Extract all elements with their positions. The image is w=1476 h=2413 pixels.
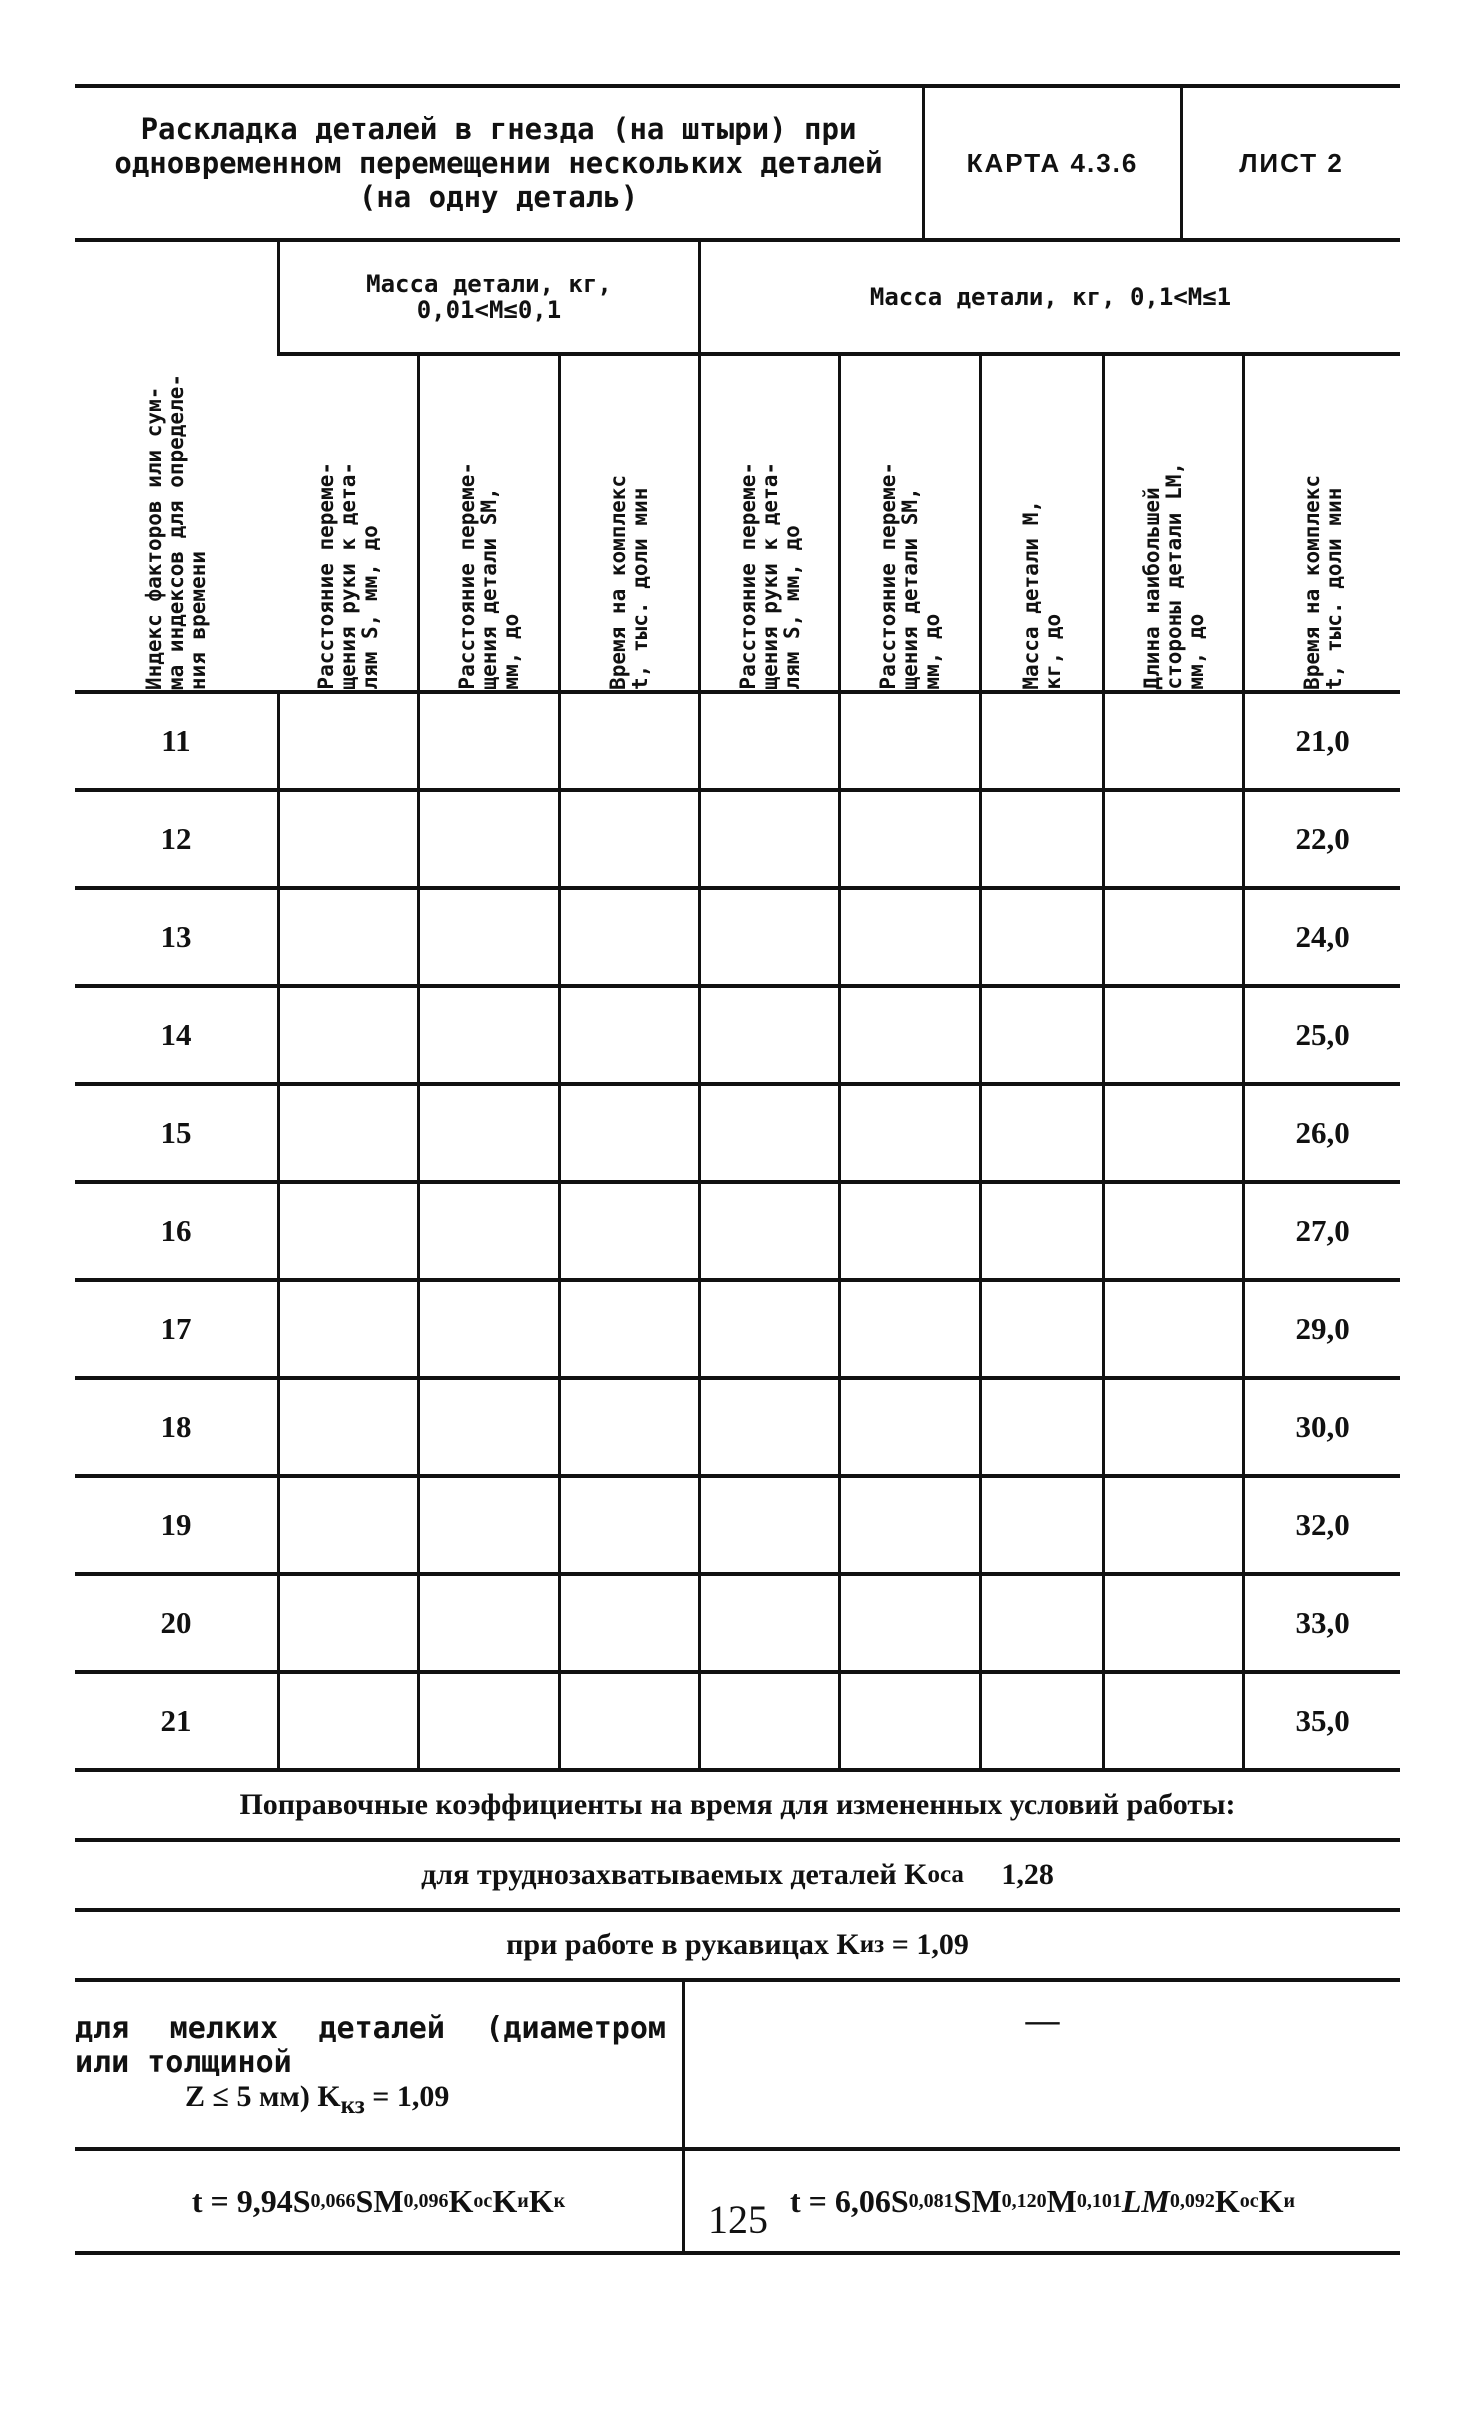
card-title: Раскладка деталей в гнезда (на штыри) при одновременном перемещении нескольких деталей (на одну деталь) [75, 88, 925, 238]
empty-cell [1103, 1574, 1243, 1672]
empty-cell [559, 888, 699, 986]
empty-cell [980, 790, 1103, 888]
hard-grip-coefficient: для труднозахватываемых деталей K оса 1,28 [75, 1842, 1400, 1912]
empty-cell [980, 692, 1103, 790]
empty-cell [278, 692, 418, 790]
empty-cell [980, 1378, 1103, 1476]
row-index: 20 [75, 1574, 278, 1672]
row-index: 17 [75, 1280, 278, 1378]
empty-cell [980, 1574, 1103, 1672]
row-time: 30,0 [1244, 1378, 1400, 1476]
table-row [75, 888, 1400, 986]
empty-cell [559, 1574, 699, 1672]
empty-cell [1103, 986, 1243, 1084]
empty-cell [840, 1084, 980, 1182]
page-number: 125 [708, 2197, 768, 2242]
sheet-number: ЛИСТ 2 [1239, 147, 1344, 178]
row-index: 11 [75, 692, 278, 790]
empty-cell [559, 1476, 699, 1574]
row-index: 12 [75, 790, 278, 888]
column-header: Расстояние переме- щения руки к дета- лям S, мм, до [278, 354, 418, 692]
empty-cell [419, 790, 559, 888]
empty-cell [559, 1084, 699, 1182]
table-row [75, 1182, 1400, 1280]
column-header: Время на комплекс t, тыс. доли мин [559, 354, 699, 692]
empty-cell [840, 888, 980, 986]
column-header: Расстояние переме- щения руки к дета- лям S, мм, до [700, 354, 840, 692]
empty-cell [700, 790, 840, 888]
row-time: 24,0 [1244, 888, 1400, 986]
empty-cell [559, 1378, 699, 1476]
corrections-title: Поправочные коэффициенты на время для измененных условий работы: [75, 1772, 1400, 1842]
index-column-header: Индекс факторов или сум- ма индексов для определе- ния времени [75, 242, 278, 692]
empty-cell [840, 1182, 980, 1280]
empty-cell [980, 1084, 1103, 1182]
empty-cell [559, 1672, 699, 1770]
row-time: 35,0 [1244, 1672, 1400, 1770]
row-time: 21,0 [1244, 692, 1400, 790]
row-index: 19 [75, 1476, 278, 1574]
empty-cell [278, 1574, 418, 1672]
empty-cell [1103, 1672, 1243, 1770]
empty-cell [700, 1084, 840, 1182]
empty-cell [559, 986, 699, 1084]
empty-cell [980, 1476, 1103, 1574]
small-parts-row [75, 1982, 1400, 2151]
empty-cell [1103, 1476, 1243, 1574]
empty-cell [840, 790, 980, 888]
empty-cell [1103, 692, 1243, 790]
row-time: 22,0 [1244, 790, 1400, 888]
row-index: 14 [75, 986, 278, 1084]
empty-cell [700, 1476, 840, 1574]
small-parts-coefficient: для мелких деталей (диаметром или толщиной Z ≤ 5 мм) $K_{кз} = 1,09$ [75, 1982, 685, 2147]
row-time: 26,0 [1244, 1084, 1400, 1182]
empty-cell [419, 1280, 559, 1378]
empty-cell [419, 1182, 559, 1280]
empty-cell [700, 986, 840, 1084]
empty-cell [559, 790, 699, 888]
empty-cell [840, 1574, 980, 1672]
table-row [75, 790, 1400, 888]
empty-cell [840, 692, 980, 790]
empty-cell [419, 888, 559, 986]
empty-cell [419, 986, 559, 1084]
empty-cell [278, 986, 418, 1084]
empty-cell [278, 1672, 418, 1770]
empty-cell [1103, 1280, 1243, 1378]
empty-cell [700, 1280, 840, 1378]
table-row [75, 1084, 1400, 1182]
empty-cell [419, 1084, 559, 1182]
empty-cell [1103, 1084, 1243, 1182]
table-row [75, 1574, 1400, 1672]
row-time: 29,0 [1244, 1280, 1400, 1378]
mass-group-1-header: Масса детали, кг, 0,01<M≤0,1 [278, 242, 699, 354]
empty-cell [278, 1084, 418, 1182]
row-time: 27,0 [1244, 1182, 1400, 1280]
empty-cell [419, 1378, 559, 1476]
empty-cell [700, 1574, 840, 1672]
row-time: 32,0 [1244, 1476, 1400, 1574]
row-index: 13 [75, 888, 278, 986]
document-page [75, 84, 1400, 2255]
column-header: Расстояние переме- щения детали SM, мм, до [419, 354, 559, 692]
gloves-coefficient: при работе в рукавицах K из = 1,09 [75, 1912, 1400, 1982]
empty-cell [419, 1574, 559, 1672]
empty-cell [980, 1182, 1103, 1280]
table-row [75, 986, 1400, 1084]
empty-cell [1103, 1378, 1243, 1476]
empty-cell [840, 1672, 980, 1770]
row-index: 21 [75, 1672, 278, 1770]
empty-cell [840, 1280, 980, 1378]
row-index: 18 [75, 1378, 278, 1476]
empty-cell [700, 1378, 840, 1476]
formula-left: t = 9,94S 0,066 SM 0,096 K ос K и K к [75, 2151, 685, 2251]
row-index: 16 [75, 1182, 278, 1280]
card-header [75, 84, 1400, 242]
empty-cell [559, 1182, 699, 1280]
empty-cell [840, 1378, 980, 1476]
empty-cell [278, 1378, 418, 1476]
empty-cell [559, 1280, 699, 1378]
row-time: 25,0 [1244, 986, 1400, 1084]
row-time: 33,0 [1244, 1574, 1400, 1672]
empty-cell [980, 888, 1103, 986]
empty-cell [278, 1280, 418, 1378]
row-index: 15 [75, 1084, 278, 1182]
empty-cell [278, 1182, 418, 1280]
empty-cell [700, 1672, 840, 1770]
empty-cell [278, 790, 418, 888]
empty-cell [1103, 888, 1243, 986]
empty-cell [700, 692, 840, 790]
empty-cell [980, 1672, 1103, 1770]
table-row [75, 1280, 1400, 1378]
empty-cell [840, 1476, 980, 1574]
correction-footer [75, 1772, 1400, 2255]
empty-cell [559, 692, 699, 790]
column-header: Время на комплекс t, тыс. доли мин [1244, 354, 1400, 692]
column-header: Расстояние переме- щения детали SM, мм, до [840, 354, 980, 692]
empty-cell [1103, 1182, 1243, 1280]
empty-cell [700, 888, 840, 986]
formula-right: t = 6,06S 0,081 SM 0,120 M 0,101 LM 0,092 K ос K и [789, 2182, 1296, 2219]
table-row [75, 1476, 1400, 1574]
column-header: Масса детали M, кг, до [980, 354, 1103, 692]
empty-cell [1103, 790, 1243, 888]
empty-cell [419, 692, 559, 790]
mass-group-2-header: Масса детали, кг, 0,1<M≤1 [700, 242, 1400, 354]
empty-cell [700, 1182, 840, 1280]
table-row [75, 692, 1400, 790]
empty-cell [980, 986, 1103, 1084]
empty-cell [278, 888, 418, 986]
empty-cell [980, 1280, 1103, 1378]
table-row [75, 1378, 1400, 1476]
time-norm-table [75, 242, 1400, 1772]
column-header: Длина наибольшей стороны детали LM, мм, до [1103, 354, 1243, 692]
card-number: КАРТА 4.3.6 [925, 88, 1183, 238]
empty-cell [419, 1672, 559, 1770]
empty-cell [840, 986, 980, 1084]
empty-dash: — [1025, 2002, 1060, 2039]
table-row [75, 1672, 1400, 1770]
empty-cell [278, 1476, 418, 1574]
empty-cell [419, 1476, 559, 1574]
